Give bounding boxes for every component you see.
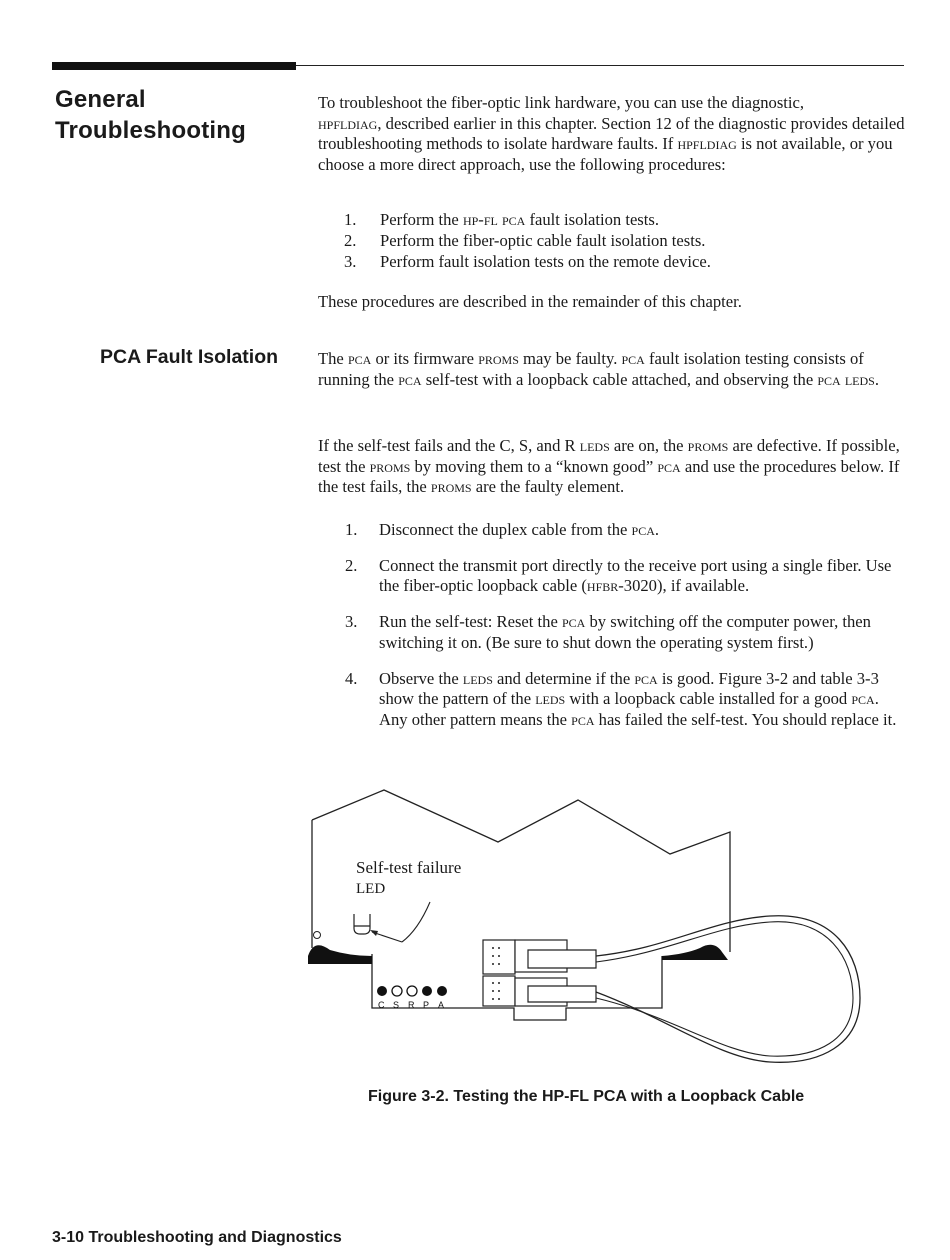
list-item: 2. Perform the fiber-optic cable fault isolation tests.: [344, 231, 706, 250]
led-r: [407, 986, 417, 996]
section-title: General Troubleshooting: [55, 86, 246, 144]
pointer-arrow: [370, 930, 378, 936]
header-rule-thick: [52, 62, 296, 70]
receive-boot: [528, 986, 596, 1002]
loopback-cable-outer: [596, 916, 860, 1063]
mounting-hole: [314, 932, 321, 939]
board-foot-right: [662, 945, 728, 960]
board-foot-left: [308, 945, 372, 964]
procedure-list: [318, 209, 878, 272]
led-a: [437, 986, 447, 996]
led-letter-a: A: [438, 1000, 445, 1010]
led-letter-p: P: [423, 1000, 430, 1010]
led-letter-r: R: [408, 1000, 415, 1010]
list-item: 1. Perform the hp-fl pca fault isolation tests.: [344, 210, 659, 229]
list-item: 3. Perform fault isolation tests on the remote device.: [344, 252, 711, 271]
list-item: 1. Disconnect the duplex cable from the pca.: [345, 520, 660, 539]
closing-paragraph: These procedures are described in the remainder of this chapter.: [318, 292, 742, 311]
loopback-cable-inner: [596, 922, 853, 1056]
figure-label-line1: Self-test failure: [356, 858, 462, 877]
loopback-figure: [300, 780, 880, 1080]
pca-steps-list: [318, 520, 898, 746]
list-item: 3. Run the self-test: Reset the pca by switching off the computer power, then switching it on. (Be sure to shut down the operating system first.): [345, 612, 871, 652]
subsection-title: PCA Fault Isolation: [100, 346, 279, 368]
figure-label-line2: LED: [356, 881, 386, 897]
led-letter-s: S: [393, 1000, 400, 1010]
header-rule-thin: [296, 65, 904, 66]
list-item: 4. Observe the leds and determine if the pca is good. Figure 3-2 and table 3-3 show the pattern of the leds with a loopback cable installed for a good pca. Any other pattern means the pca has failed the self-test. You should replace it.: [345, 668, 897, 729]
led-letter-c: C: [378, 1000, 385, 1010]
pca-board-illustration: [300, 780, 880, 1080]
pca-paragraph-2: If the self-test fails and the C, S, and R leds are on, the proms are defective. If possible, test the proms by moving them to a “known good” pca and use the procedures below. If the test fails, the proms are the faulty element.: [318, 436, 900, 497]
figure-caption: Figure 3-2. Testing the HP-FL PCA with a Loopback Cable: [368, 1088, 805, 1105]
transmit-boot: [528, 950, 596, 968]
led-c: [377, 986, 387, 996]
label-pointer: [372, 902, 430, 942]
list-item: 2. Connect the transmit port directly to the receive port using a single fiber. Use the fiber-optic loopback cable (hfbr-3020), if available.: [345, 555, 892, 596]
pca-paragraph-1: The pca or its firmware proms may be faulty. pca fault isolation testing consists of running the pca self-test with a loopback cable attached, and observing the pca leds.: [318, 349, 880, 389]
led-s: [392, 986, 402, 996]
intro-paragraph: To troubleshoot the fiber-optic link hardware, you can use the diagnostic, hpfldiag, described earlier in this chapter. Section 12 of the diagnostic provides detailed troubleshooting methods to isolate hardware faults. If hpfldiag is not available, or you choose a more direct approach, use the following procedures:: [318, 93, 905, 175]
page-footer: 3-10 Troubleshooting and Diagnostics: [52, 1229, 342, 1246]
led-icon: [354, 914, 370, 934]
led-p: [422, 986, 432, 996]
